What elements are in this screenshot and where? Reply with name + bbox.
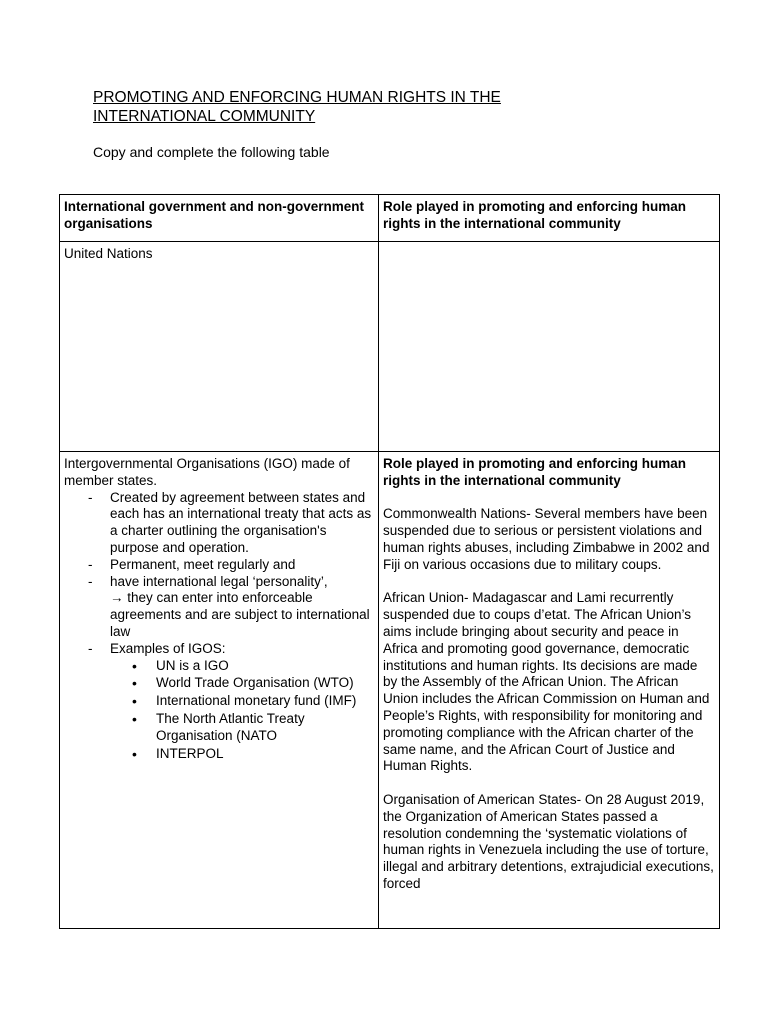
role-oas: Organisation of American States- On 28 August 2019, the Organization of American States passed a resolution condemning the ‘systematic violations of human rights in Venezuela including the use of torture, illegal and arbitrary detentions, extrajudicial executions, forced (383, 791, 714, 891)
examples-label: Examples of IGOS: (110, 640, 226, 656)
arrow-consequence-text: → they can enter into enforceable agreements and are subject to international law (110, 590, 370, 639)
table-row-united-nations (60, 242, 720, 452)
header-organisations: International government and non-government organisations (60, 195, 379, 242)
document-title (93, 88, 659, 126)
igo-intro: Intergovernmental Organisations (IGO) made of member states. (64, 456, 350, 488)
header-role: Role played in promoting and enforcing human rights in the international community (379, 195, 720, 242)
list-item (110, 641, 374, 763)
list-item: • INTERPOL (156, 746, 374, 763)
cell-igo-description (60, 452, 379, 929)
instruction-text: Copy and complete the following table (93, 144, 330, 160)
title-line-2: INTERNATIONAL COMMUNITY (93, 108, 316, 125)
title-line-1: PROMOTING AND ENFORCING HUMAN RIGHTS IN THE (93, 89, 501, 106)
list-item: - Permanent, meet regularly and (110, 557, 374, 574)
list-item: • World Trade Organisation (WTO) (156, 675, 374, 692)
legal-personality-text: have international legal ‘personality’, (110, 573, 328, 589)
role-heading: Role played in promoting and enforcing human rights in the international community (383, 456, 687, 488)
list-item: • International monetary fund (IMF) (156, 693, 374, 710)
igo-points-list (64, 490, 374, 763)
igo-examples-list (110, 658, 374, 763)
cell-united-nations: United Nations (60, 242, 379, 452)
list-item: - Created by agreement between states and each has an international treaty that acts as a charter outlining the organisation's purpose and operation. (110, 490, 374, 557)
cell-igo-roles (379, 452, 720, 929)
list-item: • UN is a IGO (156, 658, 374, 675)
role-commonwealth: Commonwealth Nations- Several members have been suspended due to serious or persistent violations and human rights abuses, including Zimbabwe in 2002 and Fiji on various occasions due to military coups. (383, 506, 710, 572)
cell-united-nations-role (379, 242, 720, 452)
list-item (110, 574, 374, 641)
table-header-row (60, 195, 720, 242)
list-item: • The North Atlantic Treaty Organisation (NATO (156, 711, 374, 745)
organisations-table (59, 194, 720, 929)
role-african-union: African Union- Madagascar and Lami recurrently suspended due to coups d’etat. The African Union’s aims include bringing about security and peace in Africa and promoting good governance, democratic institutions and human rights. Its decisions are made by the Assembly of the African Union. The African Union includes the African Commission on Human and People’s Rights, with responsibility for monitoring and promoting compliance with the African charter of the same name, and the African Court of Justice and Human Rights. (383, 590, 710, 774)
table-row-igo (60, 452, 720, 929)
